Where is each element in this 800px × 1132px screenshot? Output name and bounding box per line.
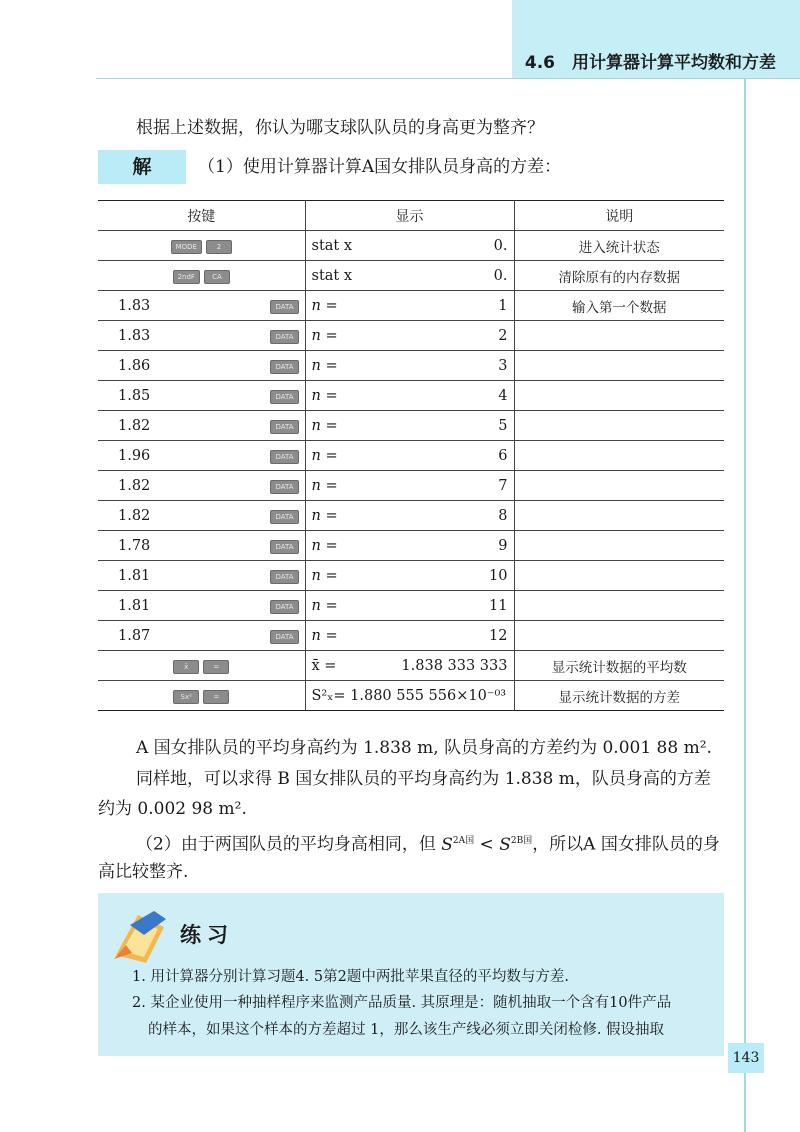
key-sequence xyxy=(104,357,299,374)
note-cell: 显示统计数据的平均数 xyxy=(551,659,687,676)
key-sequence xyxy=(104,327,299,344)
display-value: 0. xyxy=(493,237,508,254)
solution-step-1: （1）使用计算器计算A国女排队员身高的方差： xyxy=(198,157,562,177)
conclusion-line-3: 约为 0.002 98 m². xyxy=(98,799,247,819)
table-row xyxy=(98,561,724,591)
calculator-key-icon: DATA xyxy=(270,390,298,404)
display-value: 9 xyxy=(498,537,508,554)
keycap-group xyxy=(270,417,298,434)
table-row xyxy=(98,411,724,441)
calculator-key-icon: CA xyxy=(204,270,230,284)
keycap-group xyxy=(270,477,298,494)
key-sequence xyxy=(104,597,299,614)
variance-sub-a: 2A国 xyxy=(452,836,475,846)
keycap-group xyxy=(270,567,298,584)
table-row xyxy=(98,501,724,531)
key-cell xyxy=(98,291,305,321)
display-label: n = xyxy=(311,327,338,344)
entered-value: 1.81 xyxy=(118,567,151,584)
calculator-key-icon: DATA xyxy=(270,450,298,464)
col-header-display: 显示 xyxy=(305,201,514,231)
display-cell xyxy=(305,411,514,441)
table-row xyxy=(98,591,724,621)
display-value: 1 xyxy=(498,297,508,314)
calculator-key-icon: DATA xyxy=(270,540,298,554)
note-cell xyxy=(514,531,724,561)
keycap-group xyxy=(270,627,298,644)
display-label: S²ₓ= 1.880 555 556×10⁻⁰³ xyxy=(311,687,507,704)
note-cell xyxy=(514,621,724,651)
table-body xyxy=(98,231,724,711)
key-cell xyxy=(98,591,305,621)
note-cell xyxy=(514,471,724,501)
calculator-key-icon: 2 xyxy=(206,240,232,254)
key-cell xyxy=(98,351,305,381)
key-sequence xyxy=(104,567,299,584)
keycap-group xyxy=(270,447,298,464)
entered-value: 1.83 xyxy=(118,327,151,344)
entered-value: 1.82 xyxy=(118,417,151,434)
display-value: 11 xyxy=(489,597,508,614)
calculator-key-icon: DATA xyxy=(270,510,298,524)
col-header-keys: 按键 xyxy=(98,201,305,231)
entered-value: 1.85 xyxy=(118,387,151,404)
calculator-key-icon: DATA xyxy=(270,420,298,434)
display-label: n = xyxy=(311,387,338,404)
key-cell xyxy=(98,501,305,531)
display-label: n = xyxy=(311,357,338,374)
key-sequence xyxy=(104,267,299,284)
keycap-group xyxy=(270,507,298,524)
display-cell xyxy=(305,291,514,321)
conclusion-line-1: A 国女排队员的平均身高约为 1.838 m, 队员身高的方差约为 0.001 88 m². xyxy=(136,738,712,758)
practice-item-1: 1. 用计算器分别计算习题4. 5第2题中两批苹果直径的平均数与方差. xyxy=(132,969,569,985)
display-value: 1.838 333 333 xyxy=(401,657,508,674)
keycap-group xyxy=(270,297,298,314)
display-cell xyxy=(305,261,514,291)
note-cell xyxy=(514,351,724,381)
note-cell xyxy=(514,561,724,591)
calculator-key-icon: x̄ xyxy=(173,660,199,674)
key-cell xyxy=(98,411,305,441)
solution-label: 解 xyxy=(98,150,186,184)
display-label: n = xyxy=(311,537,338,554)
note-cell xyxy=(514,411,724,441)
entered-value: 1.86 xyxy=(118,357,151,374)
key-cell xyxy=(98,261,305,291)
keycap-group xyxy=(270,537,298,554)
key-sequence xyxy=(104,537,299,554)
note-cell: 输入第一个数据 xyxy=(572,299,667,316)
conclusion-line-5: 高比较整齐. xyxy=(98,862,189,882)
less-than: < xyxy=(474,834,500,855)
table-row xyxy=(98,471,724,501)
table-row xyxy=(98,261,724,291)
entered-value: 1.83 xyxy=(118,297,151,314)
col-header-note: 说明 xyxy=(605,208,634,225)
display-cell xyxy=(305,681,514,711)
display-label: n = xyxy=(311,627,338,644)
key-cell xyxy=(98,681,305,711)
keycap-group xyxy=(270,357,298,374)
note-cell xyxy=(514,321,724,351)
key-cell xyxy=(98,531,305,561)
display-value: 8 xyxy=(498,507,508,524)
table-header-row xyxy=(98,201,724,231)
display-label: n = xyxy=(311,297,338,314)
note-cell xyxy=(514,441,724,471)
margin-rule xyxy=(744,78,746,1132)
display-value: 3 xyxy=(498,357,508,374)
display-value: 7 xyxy=(498,477,508,494)
display-label: n = xyxy=(311,477,338,494)
conclusion-line-2: 同样地，可以求得 B 国女排队员的平均身高约为 1.838 m，队员身高的方差 xyxy=(136,769,711,789)
display-label: n = xyxy=(311,597,338,614)
display-value: 12 xyxy=(489,627,508,644)
entered-value: 1.96 xyxy=(118,447,151,464)
practice-item-2: 2. 某企业使用一种抽样程序来监测产品质量. 其原理是：随机抽取一个含有10件产品 xyxy=(132,995,672,1011)
key-cell xyxy=(98,441,305,471)
keycap-group xyxy=(173,657,229,674)
header-banner xyxy=(512,0,800,78)
display-cell xyxy=(305,351,514,381)
calculator-key-icon: DATA xyxy=(270,570,298,584)
display-value: 10 xyxy=(489,567,508,584)
display-cell xyxy=(305,591,514,621)
calculator-key-icon: DATA xyxy=(270,300,298,314)
display-cell xyxy=(305,501,514,531)
display-value: 5 xyxy=(498,417,508,434)
note-cell: 显示统计数据的方差 xyxy=(558,689,680,706)
variance-sub-b: 2B国 xyxy=(510,836,533,846)
calculator-key-icon: = xyxy=(203,660,229,674)
calculator-key-icon: DATA xyxy=(270,600,298,614)
note-cell: 清除原有的内存数据 xyxy=(558,269,680,286)
keycap-group xyxy=(270,327,298,344)
display-value: 6 xyxy=(498,447,508,464)
key-cell xyxy=(98,231,305,261)
practice-icon xyxy=(108,905,172,969)
header-divider xyxy=(96,78,800,79)
display-label: stat x xyxy=(311,267,353,284)
display-value: 2 xyxy=(498,327,508,344)
practice-title: 练习 xyxy=(180,923,234,947)
key-sequence xyxy=(104,687,299,704)
key-sequence xyxy=(104,477,299,494)
calculator-key-icon: DATA xyxy=(270,480,298,494)
display-cell xyxy=(305,531,514,561)
note-cell xyxy=(514,501,724,531)
calculator-key-icon: DATA xyxy=(270,630,298,644)
table-row xyxy=(98,351,724,381)
key-sequence xyxy=(104,657,299,674)
calculator-key-icon: = xyxy=(203,690,229,704)
variance-symbol-b: S xyxy=(499,834,511,855)
display-label: n = xyxy=(311,417,338,434)
note-cell xyxy=(514,381,724,411)
entered-value: 1.82 xyxy=(118,507,151,524)
display-label: n = xyxy=(311,447,338,464)
table-row xyxy=(98,681,724,711)
key-cell xyxy=(98,471,305,501)
entered-value: 1.87 xyxy=(118,627,151,644)
keycap-group xyxy=(270,597,298,614)
display-label: stat x xyxy=(311,237,353,254)
key-cell xyxy=(98,561,305,591)
calculator-key-icon: MODE xyxy=(171,240,202,254)
display-cell xyxy=(305,321,514,351)
table-row xyxy=(98,651,724,681)
display-value: 4 xyxy=(498,387,508,404)
keycap-group xyxy=(173,687,229,704)
key-cell xyxy=(98,381,305,411)
table-row xyxy=(98,381,724,411)
key-sequence xyxy=(104,627,299,644)
note-cell xyxy=(514,591,724,621)
calculator-key-icon: 2ndF xyxy=(173,270,200,284)
table-row xyxy=(98,321,724,351)
display-cell xyxy=(305,441,514,471)
table-row xyxy=(98,621,724,651)
entered-value: 1.82 xyxy=(118,477,151,494)
key-sequence xyxy=(104,297,299,314)
display-label: x̄ = xyxy=(311,657,337,674)
key-sequence xyxy=(104,447,299,464)
variance-symbol-a: S xyxy=(441,834,453,855)
calculator-steps-table xyxy=(98,200,724,711)
key-sequence xyxy=(104,387,299,404)
page-number: 143 xyxy=(728,1043,764,1073)
entered-value: 1.78 xyxy=(118,537,151,554)
table-row xyxy=(98,531,724,561)
key-sequence xyxy=(104,417,299,434)
intro-question: 根据上述数据，你认为哪支球队队员的身高更为整齐？ xyxy=(136,118,544,138)
display-cell xyxy=(305,381,514,411)
display-cell xyxy=(305,651,514,681)
table-row xyxy=(98,231,724,261)
key-cell xyxy=(98,621,305,651)
display-label: n = xyxy=(311,507,338,524)
keycap-group xyxy=(171,237,232,254)
key-sequence xyxy=(104,237,299,254)
display-cell xyxy=(305,471,514,501)
display-value: 0. xyxy=(493,267,508,284)
calculator-key-icon: DATA xyxy=(270,360,298,374)
practice-item-2-cont: 的样本，如果这个样本的方差超过 1，那么该生产线必须立即关闭检修. 假设抽取 xyxy=(148,1022,665,1038)
display-label: n = xyxy=(311,567,338,584)
conclusion-line-4-a: （2）由于两国队员的平均身高相同，但 xyxy=(136,834,442,855)
display-cell xyxy=(305,621,514,651)
calculator-key-icon: DATA xyxy=(270,330,298,344)
conclusion-line-4-b: ，所以A 国女排队员的身 xyxy=(532,834,720,855)
display-cell xyxy=(305,231,514,261)
practice-box xyxy=(98,893,724,1056)
calculator-key-icon: Sx² xyxy=(173,690,199,704)
table-row xyxy=(98,291,724,321)
entered-value: 1.81 xyxy=(118,597,151,614)
table-row xyxy=(98,441,724,471)
display-cell xyxy=(305,561,514,591)
key-cell xyxy=(98,321,305,351)
keycap-group xyxy=(270,387,298,404)
key-sequence xyxy=(104,507,299,524)
key-cell xyxy=(98,651,305,681)
section-title: 4.6 用计算器计算平均数和方差 xyxy=(524,53,776,73)
keycap-group xyxy=(173,267,230,284)
conclusion-line-4 xyxy=(136,826,720,860)
note-cell: 进入统计状态 xyxy=(578,239,660,256)
